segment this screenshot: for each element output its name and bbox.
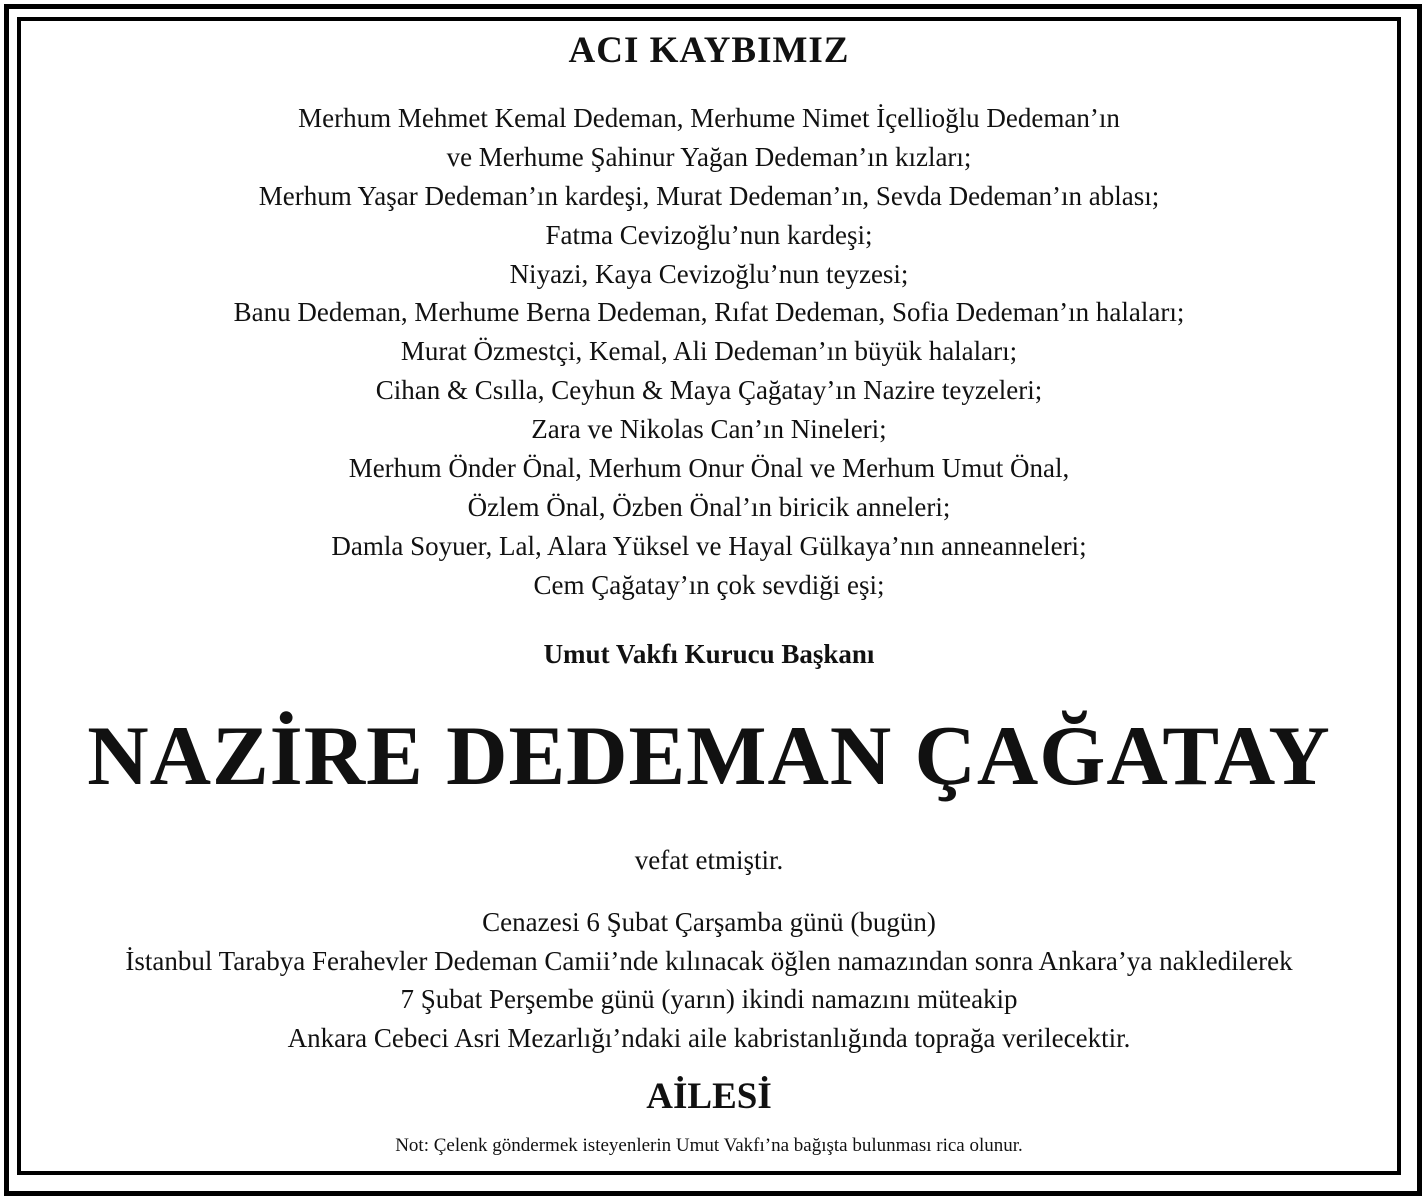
deceased-role: Umut Vakfı Kurucu Başkanı — [543, 639, 875, 669]
relation-line: Özlem Önal, Özben Önal’ın biricik anneleri; — [467, 491, 951, 522]
deceased-name: NAZİRE DEDEMAN ÇAĞATAY — [87, 709, 1331, 803]
relation-line: Banu Dedeman, Merhume Berna Dedeman, Rıfat Dedeman, Sofia Dedeman’ın halaları; — [233, 297, 1185, 328]
funeral-line: 7 Şubat Perşembe günü (yarın) ikindi namazını müteakip — [400, 984, 1018, 1014]
death-statement: vefat etmiştir. — [634, 845, 784, 875]
funeral-details — [17, 903, 1401, 1057]
relation-line: Merhum Mehmet Kemal Dedeman, Merhume Nimet İçellioğlu Dedeman’ın — [298, 103, 1120, 133]
relation-line: Fatma Cevizoğlu’nun kardeşi; — [545, 219, 873, 250]
relation-line: Merhum Önder Önal, Merhum Onur Önal ve Merhum Umut Önal, — [348, 453, 1070, 484]
relation-line: Damla Soyuer, Lal, Alara Yüksel ve Hayal Gülkaya’nın anneanneleri; — [331, 530, 1087, 561]
obituary-notice — [17, 17, 1401, 1175]
relation-line: Cihan & Csılla, Ceyhun & Maya Çağatay’ın Nazire teyzeleri; — [375, 375, 1043, 406]
family-signature: AİLESİ — [646, 1076, 772, 1117]
relation-line: Niyazi, Kaya Cevizoğlu’nun teyzesi; — [509, 258, 909, 289]
notice-heading: ACI KAYBIMIZ — [568, 30, 850, 71]
funeral-line: Cenazesi 6 Şubat Çarşamba günü (bugün) — [482, 907, 936, 937]
wreath-note: Not: Çelenk göndermek isteyenlerin Umut Vakfı’na bağışta bulunması rica olunur. — [395, 1135, 1023, 1156]
funeral-line: İstanbul Tarabya Ferahevler Dedeman Camii’nde kılınacak öğlen namazından sonra Ankara’ya nakledilerek — [125, 945, 1293, 976]
relation-line: ve Merhume Şahinur Yağan Dedeman’ın kızları; — [446, 141, 972, 172]
funeral-line: Ankara Cebeci Asri Mezarlığı’ndaki aile kabristanlığında toprağa verilecektir. — [287, 1022, 1131, 1053]
relation-line: Murat Özmestçi, Kemal, Ali Dedeman’ın büyük halaları; — [400, 336, 1018, 367]
relation-line: Cem Çağatay’ın çok sevdiği eşi; — [533, 569, 885, 600]
relations-list — [17, 99, 1401, 605]
relation-line: Zara ve Nikolas Can’ın Nineleri; — [531, 414, 887, 445]
relation-line: Merhum Yaşar Dedeman’ın kardeşi, Murat Dedeman’ın, Sevda Dedeman’ın ablası; — [258, 180, 1160, 211]
